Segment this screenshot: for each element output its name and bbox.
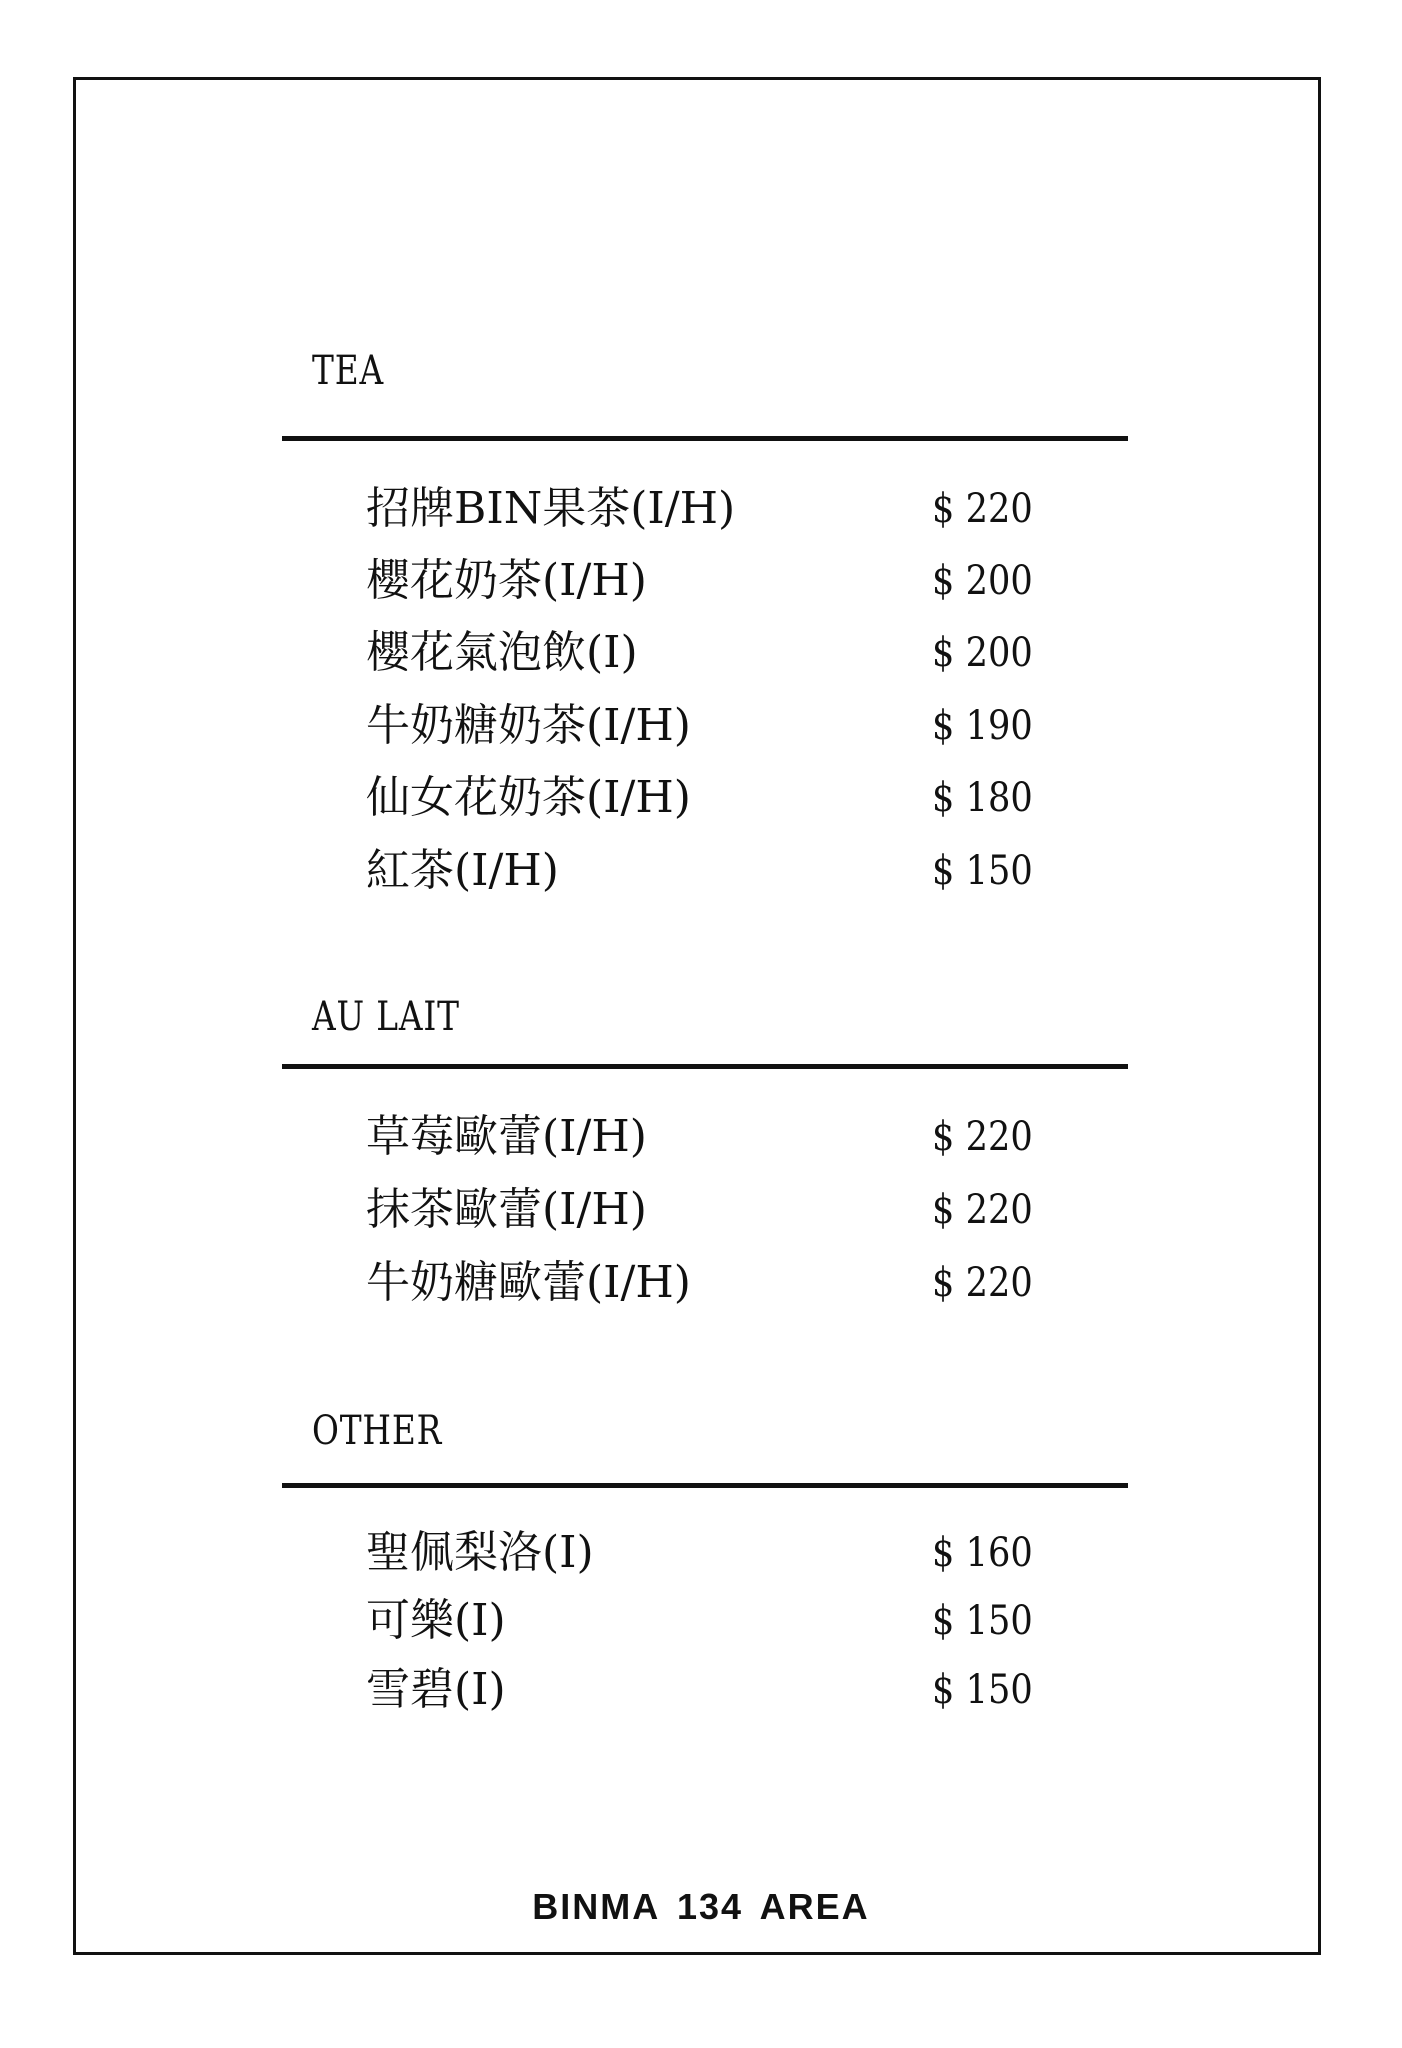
menu-item-name: 仙女花奶茶(I/H) [366, 772, 691, 823]
section-title-other: OTHER [312, 1408, 443, 1454]
menu-item-name: 牛奶糖歐蕾(I/H) [366, 1257, 691, 1308]
menu-item [366, 1180, 1066, 1240]
menu-item-price: $ 150 [932, 848, 1033, 894]
menu-item [366, 1523, 1066, 1583]
menu-item-name: 牛奶糖奶茶(I/H) [366, 700, 691, 751]
menu-item-price: $ 220 [932, 486, 1033, 532]
menu-item-name: 紅茶(I/H) [366, 845, 559, 896]
menu-item-price: $ 220 [932, 1114, 1033, 1160]
section-title-tea: TEA [312, 348, 384, 394]
menu-item-price: $ 220 [932, 1187, 1033, 1233]
menu-item-price: $ 200 [932, 630, 1033, 676]
menu-item [366, 696, 1066, 756]
menu-item-name: 招牌BIN果茶(I/H) [366, 483, 736, 534]
section-divider-tea [282, 436, 1128, 441]
menu-item-price: $ 190 [932, 703, 1033, 749]
menu-item-name: 草莓歐蕾(I/H) [366, 1111, 647, 1162]
menu-item-name: 抹茶歐蕾(I/H) [366, 1184, 647, 1235]
menu-item [366, 551, 1066, 611]
menu-item-name: 雪碧(I) [366, 1664, 506, 1715]
menu-item [366, 1591, 1066, 1651]
menu-item-price: $ 220 [932, 1260, 1033, 1306]
section-divider-au-lait [282, 1064, 1128, 1069]
menu-item-name: 聖佩梨洛(I) [366, 1527, 594, 1578]
menu-item [366, 841, 1066, 901]
menu-item-name: 櫻花奶茶(I/H) [366, 555, 647, 606]
menu-item-price: $ 200 [932, 558, 1033, 604]
menu-item [366, 1107, 1066, 1167]
menu-item-price: $ 180 [932, 775, 1033, 821]
menu-item-price: $ 160 [932, 1530, 1033, 1576]
menu-item-name: 可樂(I) [366, 1595, 506, 1646]
menu-item [366, 623, 1066, 683]
menu-item [366, 1660, 1066, 1720]
menu-item-price: $ 150 [932, 1667, 1033, 1713]
section-divider-other [282, 1483, 1128, 1488]
menu-item-name: 櫻花氣泡飲(I) [366, 627, 638, 678]
menu-item [366, 768, 1066, 828]
menu-item-price: $ 150 [932, 1598, 1033, 1644]
menu-item [366, 1253, 1066, 1313]
section-title-au-lait: AU LAIT [312, 994, 460, 1040]
footer-brand-text: BINMA 134 AREA [532, 1886, 870, 1927]
menu-item [366, 479, 1066, 539]
